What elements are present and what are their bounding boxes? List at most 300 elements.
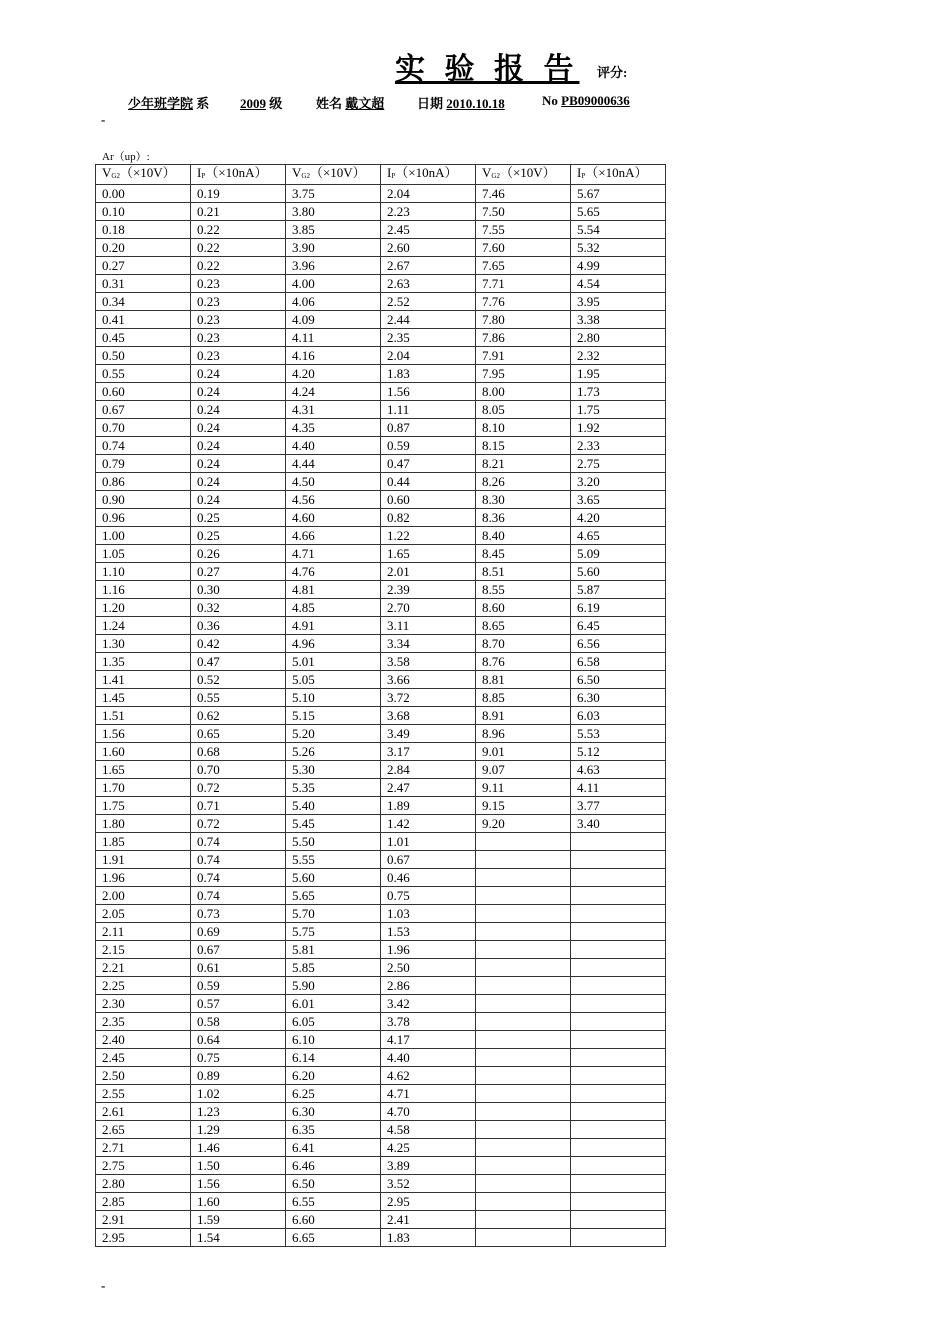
table-cell: 2.05 bbox=[96, 905, 191, 923]
table-cell bbox=[571, 1175, 666, 1193]
table-cell: 9.11 bbox=[476, 779, 571, 797]
table-row bbox=[96, 437, 666, 455]
table-row bbox=[96, 347, 666, 365]
table-cell: 1.60 bbox=[96, 743, 191, 761]
table-cell: 0.44 bbox=[381, 473, 476, 491]
table-row bbox=[96, 671, 666, 689]
table-cell: 7.65 bbox=[476, 257, 571, 275]
table-cell: 4.00 bbox=[286, 275, 381, 293]
table-cell bbox=[571, 905, 666, 923]
table-cell: 0.19 bbox=[191, 185, 286, 203]
table-cell bbox=[476, 1175, 571, 1193]
table-cell: 0.87 bbox=[381, 419, 476, 437]
separator-dash-bottom: - bbox=[101, 1278, 106, 1293]
table-row bbox=[96, 1193, 666, 1211]
table-cell: 4.24 bbox=[286, 383, 381, 401]
table-cell: 5.60 bbox=[571, 563, 666, 581]
table-cell bbox=[571, 833, 666, 851]
table-cell: 2.45 bbox=[96, 1049, 191, 1067]
table-cell: 5.81 bbox=[286, 941, 381, 959]
table-cell: 5.90 bbox=[286, 977, 381, 995]
table-cell: 3.40 bbox=[571, 815, 666, 833]
table-cell: 6.30 bbox=[286, 1103, 381, 1121]
table-row bbox=[96, 581, 666, 599]
table-row bbox=[96, 419, 666, 437]
table-cell: 6.45 bbox=[571, 617, 666, 635]
table-cell: 1.70 bbox=[96, 779, 191, 797]
table-cell: 0.74 bbox=[191, 833, 286, 851]
table-cell: 1.05 bbox=[96, 545, 191, 563]
table-cell: 0.25 bbox=[191, 527, 286, 545]
table-row bbox=[96, 1139, 666, 1157]
table-cell: 2.30 bbox=[96, 995, 191, 1013]
table-cell: 4.60 bbox=[286, 509, 381, 527]
table-cell: 0.65 bbox=[191, 725, 286, 743]
separator-dash-top: - bbox=[101, 112, 106, 127]
table-cell: 8.21 bbox=[476, 455, 571, 473]
table-row bbox=[96, 1085, 666, 1103]
table-cell: 0.30 bbox=[191, 581, 286, 599]
table-cell: 0.61 bbox=[191, 959, 286, 977]
table-row bbox=[96, 869, 666, 887]
table-cell bbox=[476, 833, 571, 851]
table-header-row bbox=[96, 165, 666, 185]
table-cell: 3.34 bbox=[381, 635, 476, 653]
table-cell: 1.29 bbox=[191, 1121, 286, 1139]
table-cell: 2.71 bbox=[96, 1139, 191, 1157]
table-cell: 3.42 bbox=[381, 995, 476, 1013]
table-cell: 4.71 bbox=[381, 1085, 476, 1103]
table-cell: 7.71 bbox=[476, 275, 571, 293]
table-row bbox=[96, 275, 666, 293]
table-cell: 1.41 bbox=[96, 671, 191, 689]
table-cell: 0.47 bbox=[381, 455, 476, 473]
table-cell: 7.95 bbox=[476, 365, 571, 383]
table-cell: 3.38 bbox=[571, 311, 666, 329]
table-cell: 5.20 bbox=[286, 725, 381, 743]
table-cell: 8.00 bbox=[476, 383, 571, 401]
table-cell: 5.54 bbox=[571, 221, 666, 239]
table-cell: 9.20 bbox=[476, 815, 571, 833]
table-cell: 0.24 bbox=[191, 437, 286, 455]
table-cell: 1.16 bbox=[96, 581, 191, 599]
table-cell: 7.91 bbox=[476, 347, 571, 365]
table-cell: 1.65 bbox=[381, 545, 476, 563]
table-cell: 3.96 bbox=[286, 257, 381, 275]
table-row bbox=[96, 491, 666, 509]
table-cell: 5.26 bbox=[286, 743, 381, 761]
table-row bbox=[96, 725, 666, 743]
table-cell bbox=[571, 1229, 666, 1247]
table-cell bbox=[476, 1229, 571, 1247]
table-cell bbox=[476, 1103, 571, 1121]
table-cell bbox=[571, 869, 666, 887]
table-cell: 4.25 bbox=[381, 1139, 476, 1157]
table-cell: 1.59 bbox=[191, 1211, 286, 1229]
table-cell: 4.40 bbox=[381, 1049, 476, 1067]
table-cell bbox=[476, 851, 571, 869]
table-cell: 1.85 bbox=[96, 833, 191, 851]
table-row bbox=[96, 1031, 666, 1049]
table-cell: 0.45 bbox=[96, 329, 191, 347]
table-cell: 1.10 bbox=[96, 563, 191, 581]
table-cell bbox=[476, 1211, 571, 1229]
table-cell: 8.81 bbox=[476, 671, 571, 689]
table-row bbox=[96, 1049, 666, 1067]
grade-suffix: 级 bbox=[269, 96, 283, 111]
table-cell: 5.67 bbox=[571, 185, 666, 203]
table-cell: 0.23 bbox=[191, 347, 286, 365]
table-cell: 2.39 bbox=[381, 581, 476, 599]
table-cell: 1.73 bbox=[571, 383, 666, 401]
table-cell: 0.74 bbox=[191, 851, 286, 869]
table-cell: 0.24 bbox=[191, 491, 286, 509]
table-cell: 8.85 bbox=[476, 689, 571, 707]
table-cell: 0.69 bbox=[191, 923, 286, 941]
table-cell: 4.11 bbox=[286, 329, 381, 347]
table-row bbox=[96, 1103, 666, 1121]
table-cell: 3.20 bbox=[571, 473, 666, 491]
table-cell: 6.41 bbox=[286, 1139, 381, 1157]
table-cell: 6.05 bbox=[286, 1013, 381, 1031]
table-cell: 2.60 bbox=[381, 239, 476, 257]
table-cell: 2.63 bbox=[381, 275, 476, 293]
table-row bbox=[96, 1229, 666, 1247]
table-row bbox=[96, 527, 666, 545]
table-cell: 8.60 bbox=[476, 599, 571, 617]
col-header-current-3: IP（×10nA） bbox=[571, 165, 666, 185]
table-cell: 5.01 bbox=[286, 653, 381, 671]
table-cell: 8.05 bbox=[476, 401, 571, 419]
table-cell: 1.46 bbox=[191, 1139, 286, 1157]
table-cell: 4.20 bbox=[571, 509, 666, 527]
table-cell: 2.32 bbox=[571, 347, 666, 365]
table-row bbox=[96, 221, 666, 239]
table-cell bbox=[476, 995, 571, 1013]
table-cell bbox=[476, 869, 571, 887]
table-cell bbox=[571, 887, 666, 905]
table-row bbox=[96, 1211, 666, 1229]
table-cell: 3.68 bbox=[381, 707, 476, 725]
table-cell: 4.91 bbox=[286, 617, 381, 635]
table-row bbox=[96, 959, 666, 977]
table-cell: 3.85 bbox=[286, 221, 381, 239]
table-cell bbox=[571, 851, 666, 869]
table-cell: 2.75 bbox=[96, 1157, 191, 1175]
table-cell: 3.17 bbox=[381, 743, 476, 761]
table-cell: 2.35 bbox=[96, 1013, 191, 1031]
table-row bbox=[96, 779, 666, 797]
table-cell: 0.36 bbox=[191, 617, 286, 635]
table-cell: 0.24 bbox=[191, 455, 286, 473]
table-cell: 2.86 bbox=[381, 977, 476, 995]
table-cell: 6.55 bbox=[286, 1193, 381, 1211]
table-cell: 7.80 bbox=[476, 311, 571, 329]
table-cell: 5.65 bbox=[571, 203, 666, 221]
table-cell: 4.44 bbox=[286, 455, 381, 473]
table-caption: Ar（up）: bbox=[102, 151, 150, 163]
table-cell: 0.24 bbox=[191, 419, 286, 437]
table-cell: 2.50 bbox=[381, 959, 476, 977]
table-cell: 5.30 bbox=[286, 761, 381, 779]
table-cell: 3.90 bbox=[286, 239, 381, 257]
date-value: 2010.10.18 bbox=[446, 96, 505, 111]
table-cell: 2.41 bbox=[381, 1211, 476, 1229]
table-cell: 0.60 bbox=[96, 383, 191, 401]
table-cell bbox=[476, 887, 571, 905]
table-cell: 4.09 bbox=[286, 311, 381, 329]
table-cell: 0.46 bbox=[381, 869, 476, 887]
table-cell: 6.50 bbox=[571, 671, 666, 689]
table-cell: 1.53 bbox=[381, 923, 476, 941]
table-cell: 0.22 bbox=[191, 221, 286, 239]
table-row bbox=[96, 743, 666, 761]
table-cell: 0.70 bbox=[96, 419, 191, 437]
table-row bbox=[96, 707, 666, 725]
table-cell: 4.81 bbox=[286, 581, 381, 599]
table-cell: 0.74 bbox=[96, 437, 191, 455]
table-cell: 4.70 bbox=[381, 1103, 476, 1121]
table-cell bbox=[476, 941, 571, 959]
table-cell bbox=[571, 995, 666, 1013]
table-cell: 6.01 bbox=[286, 995, 381, 1013]
table-row bbox=[96, 1013, 666, 1031]
table-cell: 3.58 bbox=[381, 653, 476, 671]
table-cell bbox=[476, 1139, 571, 1157]
score-label: 评分: bbox=[597, 65, 628, 80]
table-row bbox=[96, 239, 666, 257]
table-cell: 1.22 bbox=[381, 527, 476, 545]
name-label: 姓名 bbox=[316, 96, 343, 111]
student-number-value: PB09000636 bbox=[561, 93, 630, 108]
table-cell bbox=[476, 1085, 571, 1103]
table-cell bbox=[571, 1013, 666, 1031]
table-cell: 0.70 bbox=[191, 761, 286, 779]
table-cell bbox=[571, 923, 666, 941]
table-row bbox=[96, 941, 666, 959]
table-row bbox=[96, 887, 666, 905]
table-cell: 0.23 bbox=[191, 293, 286, 311]
table-cell: 0.31 bbox=[96, 275, 191, 293]
table-cell: 0.72 bbox=[191, 779, 286, 797]
table-cell: 1.02 bbox=[191, 1085, 286, 1103]
table-cell: 6.50 bbox=[286, 1175, 381, 1193]
table-cell: 2.40 bbox=[96, 1031, 191, 1049]
table-cell: 1.75 bbox=[571, 401, 666, 419]
table-cell: 2.75 bbox=[571, 455, 666, 473]
table-cell bbox=[571, 977, 666, 995]
table-cell: 6.30 bbox=[571, 689, 666, 707]
table-row bbox=[96, 185, 666, 203]
table-cell: 0.73 bbox=[191, 905, 286, 923]
table-cell: 2.45 bbox=[381, 221, 476, 239]
table-cell: 2.44 bbox=[381, 311, 476, 329]
table-row bbox=[96, 293, 666, 311]
table-cell: 6.60 bbox=[286, 1211, 381, 1229]
table-row bbox=[96, 257, 666, 275]
table-cell: 1.75 bbox=[96, 797, 191, 815]
table-cell bbox=[571, 1157, 666, 1175]
table-cell: 2.55 bbox=[96, 1085, 191, 1103]
table-cell: 5.45 bbox=[286, 815, 381, 833]
table-cell: 4.20 bbox=[286, 365, 381, 383]
table-row bbox=[96, 815, 666, 833]
table-row bbox=[96, 383, 666, 401]
table-cell: 3.75 bbox=[286, 185, 381, 203]
table-cell: 1.50 bbox=[191, 1157, 286, 1175]
table-row bbox=[96, 599, 666, 617]
table-row bbox=[96, 509, 666, 527]
table-cell: 7.76 bbox=[476, 293, 571, 311]
table-cell: 4.71 bbox=[286, 545, 381, 563]
table-cell: 5.15 bbox=[286, 707, 381, 725]
table-cell: 3.65 bbox=[571, 491, 666, 509]
table-cell: 2.80 bbox=[571, 329, 666, 347]
table-cell: 1.56 bbox=[381, 383, 476, 401]
table-cell: 4.85 bbox=[286, 599, 381, 617]
table-cell: 2.95 bbox=[96, 1229, 191, 1247]
table-cell: 2.95 bbox=[381, 1193, 476, 1211]
date-label: 日期 bbox=[417, 96, 444, 111]
table-cell: 0.24 bbox=[191, 383, 286, 401]
col-header-current-1: IP（×10nA） bbox=[191, 165, 286, 185]
table-row bbox=[96, 689, 666, 707]
table-cell: 2.01 bbox=[381, 563, 476, 581]
table-cell: 5.50 bbox=[286, 833, 381, 851]
table-cell: 0.26 bbox=[191, 545, 286, 563]
table-cell: 0.64 bbox=[191, 1031, 286, 1049]
table-cell: 2.84 bbox=[381, 761, 476, 779]
date-field bbox=[417, 93, 505, 112]
col-header-current-2: IP（×10nA） bbox=[381, 165, 476, 185]
table-cell: 5.32 bbox=[571, 239, 666, 257]
table-cell: 0.22 bbox=[191, 257, 286, 275]
table-row bbox=[96, 833, 666, 851]
table-cell: 0.23 bbox=[191, 329, 286, 347]
table-cell: 1.95 bbox=[571, 365, 666, 383]
table-cell: 4.76 bbox=[286, 563, 381, 581]
table-cell: 4.54 bbox=[571, 275, 666, 293]
table-cell: 0.75 bbox=[191, 1049, 286, 1067]
table-cell: 0.74 bbox=[191, 869, 286, 887]
table-cell: 8.65 bbox=[476, 617, 571, 635]
table-cell: 4.06 bbox=[286, 293, 381, 311]
table-cell: 6.58 bbox=[571, 653, 666, 671]
table-cell bbox=[476, 1049, 571, 1067]
table-cell: 0.72 bbox=[191, 815, 286, 833]
table-cell: 2.47 bbox=[381, 779, 476, 797]
table-cell: 9.15 bbox=[476, 797, 571, 815]
table-row bbox=[96, 617, 666, 635]
table-cell: 5.85 bbox=[286, 959, 381, 977]
report-title: 实 验 报 告 bbox=[395, 53, 580, 86]
table-cell bbox=[571, 1103, 666, 1121]
table-cell: 1.96 bbox=[381, 941, 476, 959]
table-cell: 1.92 bbox=[571, 419, 666, 437]
table-cell bbox=[571, 1067, 666, 1085]
table-cell: 0.67 bbox=[96, 401, 191, 419]
table-cell: 7.50 bbox=[476, 203, 571, 221]
table-cell: 2.15 bbox=[96, 941, 191, 959]
table-cell: 0.10 bbox=[96, 203, 191, 221]
table-cell: 7.60 bbox=[476, 239, 571, 257]
table-cell: 6.46 bbox=[286, 1157, 381, 1175]
student-number-label: No bbox=[542, 93, 558, 108]
table-cell: 2.35 bbox=[381, 329, 476, 347]
table-cell bbox=[571, 1193, 666, 1211]
table-cell: 0.96 bbox=[96, 509, 191, 527]
table-cell: 1.01 bbox=[381, 833, 476, 851]
table-cell: 1.23 bbox=[191, 1103, 286, 1121]
table-row bbox=[96, 851, 666, 869]
table-cell: 1.60 bbox=[191, 1193, 286, 1211]
table-cell: 0.60 bbox=[381, 491, 476, 509]
table-cell: 1.56 bbox=[96, 725, 191, 743]
table-cell: 5.35 bbox=[286, 779, 381, 797]
table-cell: 0.18 bbox=[96, 221, 191, 239]
table-cell: 8.30 bbox=[476, 491, 571, 509]
table-cell: 0.42 bbox=[191, 635, 286, 653]
table-cell: 5.12 bbox=[571, 743, 666, 761]
data-table bbox=[95, 164, 666, 1247]
table-cell: 2.67 bbox=[381, 257, 476, 275]
table-cell: 4.99 bbox=[571, 257, 666, 275]
table-cell: 2.23 bbox=[381, 203, 476, 221]
table-cell: 6.19 bbox=[571, 599, 666, 617]
table-cell bbox=[476, 1013, 571, 1031]
table-cell: 6.14 bbox=[286, 1049, 381, 1067]
table-cell: 1.91 bbox=[96, 851, 191, 869]
table-cell: 6.56 bbox=[571, 635, 666, 653]
table-cell: 0.79 bbox=[96, 455, 191, 473]
table-cell: 4.16 bbox=[286, 347, 381, 365]
table-cell: 0.57 bbox=[191, 995, 286, 1013]
table-row bbox=[96, 653, 666, 671]
table-cell: 1.83 bbox=[381, 1229, 476, 1247]
table-cell: 0.89 bbox=[191, 1067, 286, 1085]
table-cell: 8.45 bbox=[476, 545, 571, 563]
table-cell: 3.77 bbox=[571, 797, 666, 815]
table-cell: 0.22 bbox=[191, 239, 286, 257]
table-cell: 3.49 bbox=[381, 725, 476, 743]
table-cell bbox=[571, 1211, 666, 1229]
table-cell: 8.40 bbox=[476, 527, 571, 545]
table-cell: 4.66 bbox=[286, 527, 381, 545]
table-cell bbox=[571, 1031, 666, 1049]
table-cell: 5.87 bbox=[571, 581, 666, 599]
table-cell: 4.40 bbox=[286, 437, 381, 455]
table-cell: 3.11 bbox=[381, 617, 476, 635]
table-cell: 9.01 bbox=[476, 743, 571, 761]
table-cell: 0.00 bbox=[96, 185, 191, 203]
table-cell: 5.75 bbox=[286, 923, 381, 941]
table-cell: 0.82 bbox=[381, 509, 476, 527]
table-cell: 0.90 bbox=[96, 491, 191, 509]
table-cell: 1.11 bbox=[381, 401, 476, 419]
table-cell: 4.56 bbox=[286, 491, 381, 509]
table-cell: 0.34 bbox=[96, 293, 191, 311]
table-cell: 6.20 bbox=[286, 1067, 381, 1085]
table-cell: 0.23 bbox=[191, 311, 286, 329]
table-cell: 4.58 bbox=[381, 1121, 476, 1139]
table-cell bbox=[571, 941, 666, 959]
table-cell: 2.65 bbox=[96, 1121, 191, 1139]
table-cell: 0.50 bbox=[96, 347, 191, 365]
table-cell: 0.24 bbox=[191, 473, 286, 491]
col-header-voltage-1: VG2（×10V） bbox=[96, 165, 191, 185]
col-header-voltage-3: VG2（×10V） bbox=[476, 165, 571, 185]
table-cell: 1.45 bbox=[96, 689, 191, 707]
